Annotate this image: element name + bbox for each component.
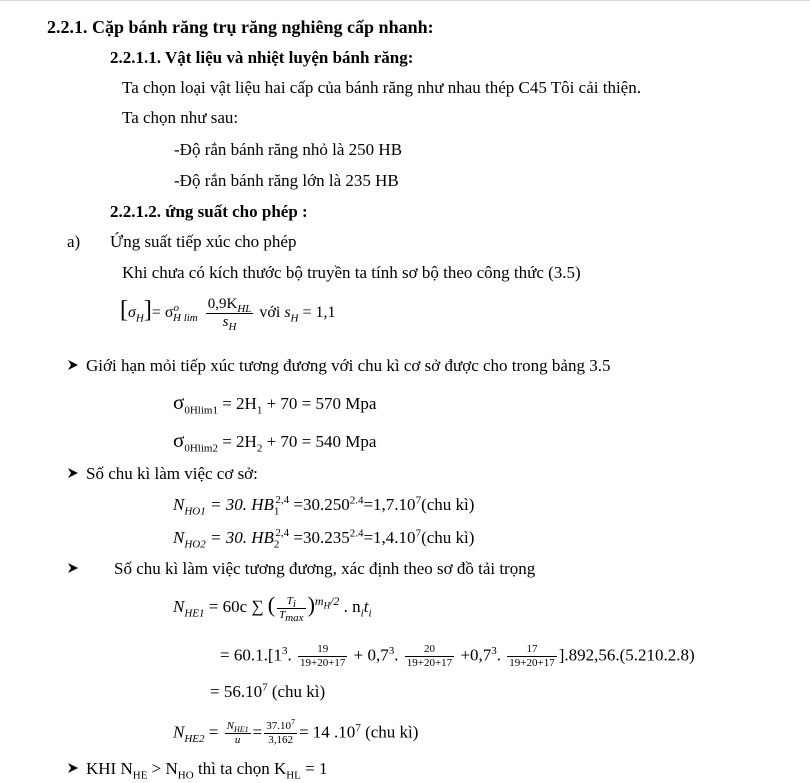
choose-paragraph: Ta chọn như sau: (122, 108, 239, 127)
bullet-base-cycles: Số chu kì làm việc cơ sở: (68, 465, 258, 482)
sigma-hlim1-line: $\sigma_{0Hlim1} = 2H_1 + 70 = 570$ Mpa (173, 390, 377, 417)
arrow-bullet-icon (68, 468, 78, 478)
nho2-line: $N_{HO2} = 30$. $HB_2^{2,4} =30.235^{2.4}=1,4.10^7(chu$ kì) (173, 527, 475, 551)
top-divider (0, 0, 810, 1)
nhe1-expansion: = $60.1.[1^3$. $\frac{19}{19+20+17}$ + $0,7^3$. $\frac{20}{19+20+17}$ $+0,7^3$. $\frac{17}{19+20+17}$ ].892,56.(5.210.2.8) (220, 643, 695, 669)
arrow-bullet-icon (68, 563, 78, 573)
sigma-h-formula: $[\sigma_H]= \sigma^o_{H lim}$ $\frac{0,9K_{HL}}{s_H}$ với $s_H = 1,1$ (120, 296, 336, 333)
prelim-paragraph: Khi chưa có kích thước bộ truyền ta tính sơ bộ theo công thức (3.5) (122, 263, 581, 282)
item-a-text: Ứng suất tiếp xúc cho phép (110, 232, 297, 251)
heading-2-2-1-2: 2.2.1.2. ứng suất cho phép : (110, 202, 308, 221)
bullet-khi: KHI $N_{HE} > N_{HO}$ thì ta chọn $K_{HL} = 1$ (68, 760, 328, 777)
sigma-hlim2-line: $\sigma_{0Hlim2} = 2H_2 + 70 = 540$ Mpa (173, 428, 377, 455)
nho1-line: $N_{HO1} = 30$. $HB_1^{2,4} =30.250^{2.4}=1,7.10^7(chu$ kì) (173, 494, 475, 518)
bullet-equiv-cycles: Số chu kì làm việc tương đương, xác định theo sơ đồ tải trọng (68, 560, 535, 577)
material-paragraph: Ta chọn loại vật liệu hai cấp của bánh răng như nhau thép C45 Tôi cải thiện. (122, 78, 641, 97)
nhe2-formula: $N_{HE2}$ = $\frac{N_{HE1}}{u}$ = $\frac{37.10^7}{3,162}$ = 14 $.10^7$ (chu kì) (173, 717, 419, 746)
nhe1-formula: $N_{HE1} = 60c$ ∑ ( $\frac{T_i}{T_{max}}$ )$^{m_H/2}$ . $n_it_i$ (173, 592, 372, 624)
nhe1-result: = $56.10^7$ (chu kì) (210, 681, 326, 701)
hardness-large-line: -Độ rắn bánh răng lớn là 235 HB (174, 171, 399, 190)
arrow-bullet-icon (68, 763, 78, 773)
bullet-limit: Giới hạn mỏi tiếp xúc tương đương với chu kì cơ sở được cho trong bảng 3.5 (68, 357, 610, 374)
hardness-small-line: -Độ rắn bánh răng nhỏ là 250 HB (174, 140, 403, 159)
heading-2-2-1-1: 2.2.1.1. Vật liệu và nhiệt luyện bánh răng: (110, 48, 414, 67)
heading-2-2-1: 2.2.1. Cặp bánh răng trụ răng nghiêng cấp nhanh: (47, 17, 434, 37)
arrow-bullet-icon (68, 360, 78, 370)
item-a-label: a) (67, 232, 81, 251)
